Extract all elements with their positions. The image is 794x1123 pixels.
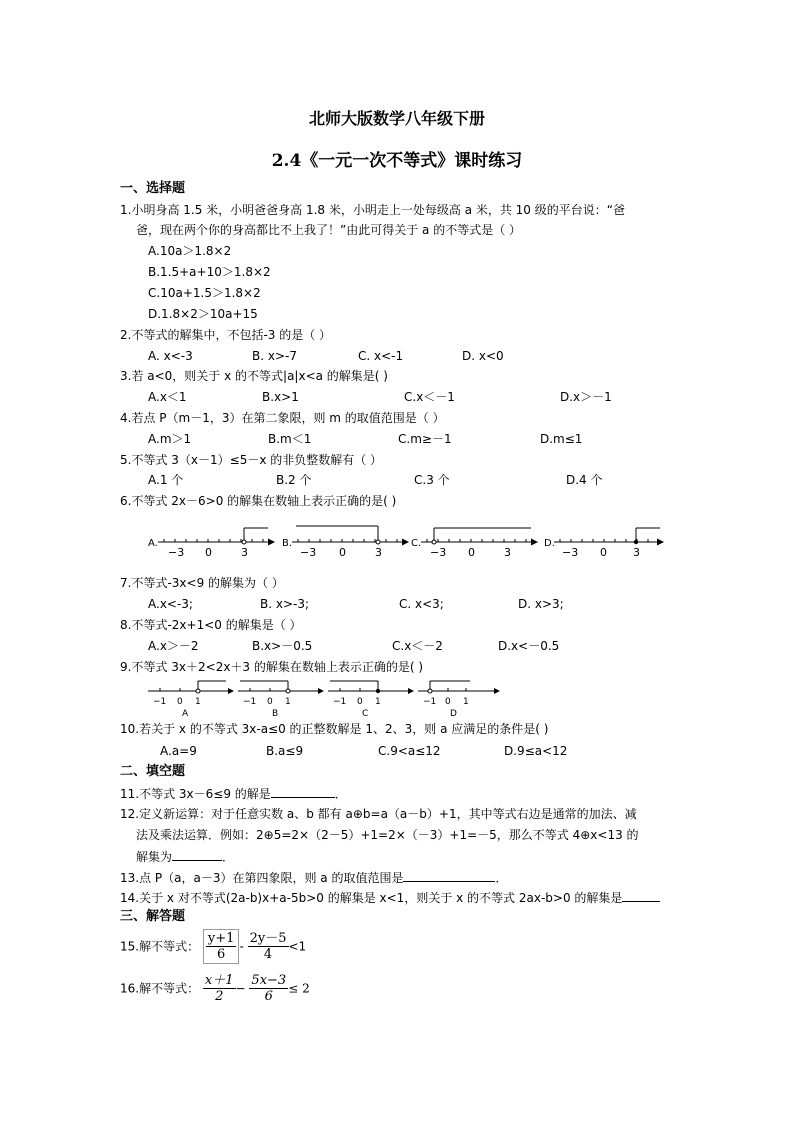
q12-line1: 12.定义新运算：对于任意实数 a、b 都有 a⊕b=a（a－b）+1，其中等式右边是通常的加法、减	[120, 807, 637, 821]
q7-option-c: C. x<3;	[399, 597, 444, 611]
q6-line-b	[282, 526, 409, 559]
q9-d-tick-neg: −1	[423, 697, 437, 707]
q12-answer-blank[interactable]	[172, 848, 222, 861]
q3-option-d: D.x＞－1	[560, 390, 612, 404]
q9-a-tick-pos: 1	[195, 697, 201, 707]
q15	[120, 928, 306, 964]
q7-option-a: A.x<-3;	[148, 597, 193, 611]
q12-line3	[136, 848, 234, 865]
q2-stem: 2.不等式的解集中，不包括-3 的是（ ）	[120, 328, 332, 342]
q4-stem: 4.若点 P（m－1，3）在第二象限，则 m 的取值范围是（ ）	[120, 411, 445, 425]
q16-relation: ≤ 2	[288, 981, 310, 996]
q6-line-d	[544, 528, 664, 559]
q11-text: 11.不等式 3x－6≤9 的解是	[120, 787, 271, 801]
q12-line2: 法及乘法运算．例如：2⊕5=2×（2－5）+1=2×（－3）+1=－5，那么不等式 4⊕x<13 的	[136, 828, 639, 842]
q7-option-b: B. x>-3;	[260, 597, 310, 611]
q2-option-d: D. x<0	[462, 349, 504, 363]
section-solve: 三、解答题	[120, 909, 186, 924]
q9-c-tick-neg: −1	[333, 697, 347, 707]
q1-option-b: B.1.5+a+10＞1.8×2	[148, 265, 271, 279]
q15-relation: <1	[288, 939, 307, 954]
q7-stem: 7.不等式-3x<9 的解集为（ ）	[120, 576, 284, 590]
q4-option-a: A.m＞1	[148, 432, 192, 446]
q9-number-lines	[144, 676, 504, 718]
q1-stem-line1: 1.小明身高 1.5 米，小明爸爸身高 1.8 米，小明走上一处每级高 a 米，共 10 级的平台说：“爸	[120, 203, 625, 217]
q15-prefix: 15.解不等式：	[120, 939, 200, 954]
q6-b-tick-neg: −3	[300, 546, 317, 559]
q1-option-d: D.1.8×2＞10a+15	[148, 307, 258, 321]
q9-c-tick-pos: 1	[375, 697, 381, 707]
q5-option-d: D.4 个	[566, 473, 603, 487]
q8-option-b: B.x>－0.5	[252, 639, 313, 653]
q6-d-tick-zero: 0	[600, 546, 607, 559]
q6-label-c: C.	[411, 538, 422, 549]
q13	[120, 869, 507, 886]
q13-text: 13.点 P（a，a－3）在第四象限，则 a 的取值范围是	[120, 871, 404, 885]
q3-option-b: B.x>1	[262, 390, 299, 404]
q6-c-tick-zero: 0	[468, 546, 475, 559]
q6-label-b: B.	[282, 538, 293, 549]
q15-fraction-2	[248, 931, 289, 962]
q10-option-a: A.a=9	[160, 744, 197, 758]
q8-option-a: A.x＞－2	[148, 639, 199, 653]
q4-option-d: D.m≤1	[540, 432, 583, 446]
q7-option-d: D. x>3;	[518, 597, 564, 611]
q8-option-d: D.x<－0.5	[498, 639, 560, 653]
q1-option-c: C.10a+1.5＞1.8×2	[148, 286, 261, 300]
q6-stem: 6.不等式 2x－6>0 的解集在数轴上表示正确的是( )	[120, 494, 397, 508]
q3-stem: 3.若 a<0，则关于 x 的不等式|a|x<a 的解集是( )	[120, 369, 388, 383]
q5-option-b: B.2 个	[276, 473, 312, 487]
q8-stem: 8.不等式-2x+1<0 的解集是（ ）	[120, 618, 302, 632]
q6-b-tick-zero: 0	[339, 546, 346, 559]
q9-c-tick-zero: 0	[357, 697, 363, 707]
q15-minus: -	[239, 939, 244, 954]
q9-d-tick-zero: 0	[445, 697, 451, 707]
q9-label-a: A	[182, 709, 189, 718]
q8-option-c: C.x＜－2	[392, 639, 443, 653]
q15-numerator-1: y+1	[207, 931, 235, 946]
q5-option-a: A.1 个	[148, 473, 184, 487]
section-choice: 一、选择题	[120, 181, 186, 196]
q4-option-b: B.m＜1	[268, 432, 312, 446]
q14-text: 14.关于 x 对不等式(2a-b)x+a-5b>0 的解集是 x<1，则关于 x 的不等式 2ax-b>0 的解集是	[120, 891, 623, 905]
q6-c-tick-neg: −3	[430, 546, 447, 559]
q5-option-c: C.3 个	[414, 473, 450, 487]
q13-end: ．	[495, 871, 508, 885]
q16-prefix: 16.解不等式：	[120, 981, 200, 996]
q10-option-c: C.9<a≤12	[378, 744, 441, 758]
q6-line-a	[148, 528, 275, 559]
q16	[120, 970, 310, 1006]
q2-option-c: C. x<-1	[358, 349, 404, 363]
q11-end: ．	[334, 787, 347, 801]
q16-numerator-2: 5x−3	[251, 973, 287, 988]
q9-label-b: B	[272, 709, 279, 718]
q9-label-c: C	[362, 709, 369, 718]
q10-option-b: B.a≤9	[266, 744, 304, 758]
q11	[120, 785, 347, 802]
q3-option-c: C.x＜－1	[404, 390, 455, 404]
q9-line-b	[238, 681, 324, 718]
q6-number-lines	[146, 520, 676, 560]
q1-stem-line2: 爸，现在两个你的身高都比不上我了！”由此可得关于 a 的不等式是（ ）	[136, 223, 522, 237]
q14-answer-blank[interactable]	[622, 889, 660, 902]
q9-stem: 9.不等式 3x＋2<2x＋3 的解集在数轴上表示正确的是( )	[120, 660, 424, 674]
q12-end: ．	[222, 850, 235, 864]
q13-answer-blank[interactable]	[403, 869, 495, 882]
q6-a-tick-neg: −3	[168, 546, 185, 559]
q6-c-tick-pos: 3	[504, 546, 511, 559]
q5-stem: 5.不等式 3（x－1）≤5－x 的非负整数解有（ ）	[120, 453, 383, 467]
q14	[120, 889, 660, 906]
section-fill-blank: 二、填空题	[120, 764, 186, 779]
q4-option-c: C.m≥－1	[398, 432, 452, 446]
q9-a-tick-neg: −1	[153, 697, 167, 707]
q6-a-tick-zero: 0	[205, 546, 212, 559]
q9-line-d	[418, 681, 500, 718]
q2-option-b: B. x>-7	[252, 349, 297, 363]
q12-line3-text: 解集为	[136, 850, 173, 864]
q9-line-c	[328, 681, 414, 718]
q6-a-tick-pos: 3	[241, 546, 248, 559]
q16-numerator-1: x＋1	[204, 973, 234, 988]
q16-minus: −	[235, 981, 246, 996]
q15-fraction-1	[203, 929, 240, 964]
q6-line-c	[411, 528, 538, 559]
q2-option-a: A. x<-3	[148, 349, 193, 363]
q9-d-tick-pos: 1	[463, 697, 469, 707]
q6-b-tick-pos: 3	[375, 546, 382, 559]
q16-fraction-2	[249, 973, 288, 1004]
q9-b-tick-zero: 0	[267, 697, 273, 707]
q10-stem: 10.若关于 x 的不等式 3x-a≤0 的正整数解是 1、2、3，则 a 应满足的条件是( )	[120, 722, 549, 736]
q6-d-tick-neg: −3	[562, 546, 579, 559]
q6-d-tick-pos: 3	[633, 546, 640, 559]
q9-label-d: D	[450, 709, 457, 718]
q16-fraction-1	[203, 973, 236, 1004]
q11-answer-blank[interactable]	[271, 785, 335, 798]
q15-denominator-1: 6	[217, 947, 226, 962]
q15-numerator-2: 2y－5	[249, 931, 287, 946]
q16-denominator-1: 2	[215, 989, 224, 1004]
q6-label-d: D.	[544, 538, 555, 549]
q9-b-tick-pos: 1	[285, 697, 291, 707]
q3-option-a: A.x＜1	[148, 390, 187, 404]
q9-b-tick-neg: −1	[243, 697, 257, 707]
q16-denominator-2: 6	[264, 989, 273, 1004]
q6-label-a: A.	[148, 538, 158, 549]
q9-a-tick-zero: 0	[177, 697, 183, 707]
q9-line-a	[148, 681, 234, 718]
page-subtitle: 2.4《一元一次不等式》课时练习	[271, 151, 523, 171]
page-title: 北师大版数学八年级下册	[308, 109, 485, 128]
q10-option-d: D.9≤a<12	[504, 744, 568, 758]
q15-denominator-2: 4	[263, 947, 273, 962]
q1-option-a: A.10a＞1.8×2	[148, 244, 232, 258]
